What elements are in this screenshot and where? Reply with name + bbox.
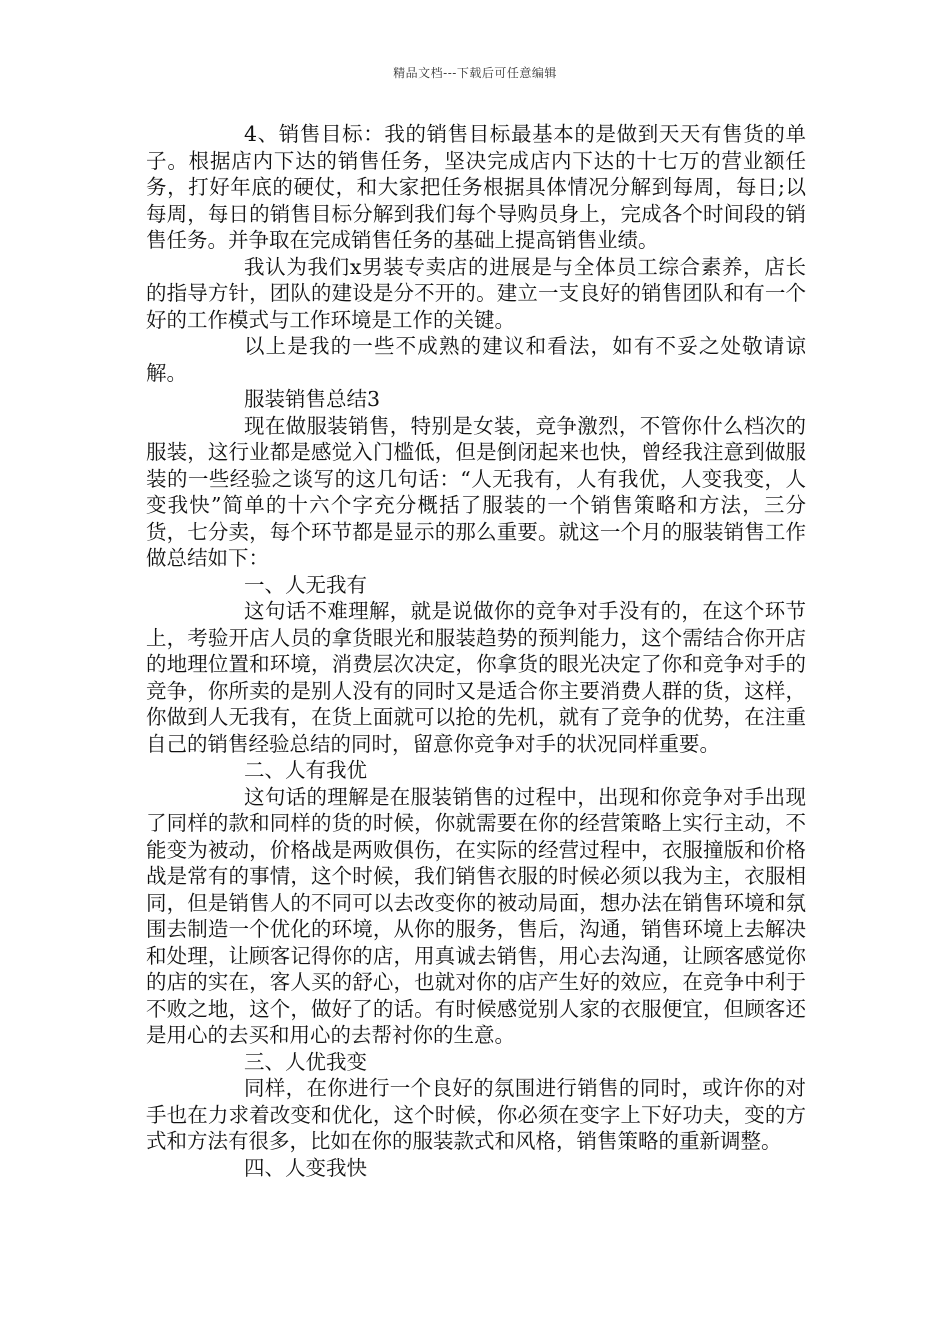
paragraph-intro: 现在做服装销售，特别是女装，竞争激烈，不管你什么档次的服装，这行业都是感觉入门槛低，但是倒闭起来也快，曾经我注意到做服装的一些经验之谈写的这几句话：“人无我有，人有我优，人变我变，人变我快”简单的十六个字充分概括了服装的一个销售策略和方法，三分货，七分卖，每个环节都是显示的那么重要。就这一个月的服装销售工作做总结如下： bbox=[146, 413, 806, 570]
paragraph-1: 这句话不难理解，就是说做你的竞争对手没有的，在这个环节上，考验开店人员的拿货眼光和服装趋势的预判能力，这个需结合你开店的地理位置和环境，消费层次决定，你拿货的眼光决定了你和竞争对手的竞争，你所卖的是别人没有的同时又是适合你主要消费人群的货，这样，你做到人无我有，在货上面就可以抢的先机，就有了竞争的优势，在注重自己的销售经验总结的同时，留意你竞争对手的状况同样重要。 bbox=[146, 599, 806, 756]
page-header: 精品文档---下载后可任意编辑 bbox=[393, 66, 557, 80]
heading-4: 四、人变我快 bbox=[244, 1155, 367, 1180]
heading-1: 一、人无我有 bbox=[244, 572, 367, 597]
heading-2: 二、人有我优 bbox=[244, 758, 367, 782]
paragraph-3: 同样，在你进行一个良好的氛围进行销售的同时，或许你的对手也在力求着改变和优化，这个时候，你必须在变字上下好功夫，变的方式和方法有很多，比如在你的服装款式和风格，销售策略的重新调整。 bbox=[146, 1076, 806, 1153]
paragraph-sales-target: 4、销售目标：我的销售目标最基本的是做到天天有售货的单子。根据店内下达的销售任务，坚决完成店内下达的十七万的营业额任务，打好年底的硬仗，和大家把任务根据具体情况分解到每周，每日;以每周，每日的销售目标分解到我们每个导购员身上，完成各个时间段的销售任务。并争取在完成销售任务的基础上提高销售业绩。 bbox=[146, 122, 806, 252]
paragraph-closing-remarks: 以上是我的一些不成熟的建议和看法，如有不妥之处敬请谅解。 bbox=[146, 334, 806, 385]
paragraph-2: 这句话的理解是在服装销售的过程中，出现和你竞争对手出现了同样的款和同样的货的时候，你就需要在你的经营策略上实行主动，不能变为被动，价格战是两败俱伤，在实际的经营过程中，衣服撞版和价格战是常有的事情，这个时候，我们销售衣服的时候必须以我为主，衣服相同，但是销售人的不同可以去改变你的被动局面，想办法在销售环境和氛围去制造一个优化的环境，从你的服务，售后，沟通，销售环境上去解决和处理，让顾客记得你的店，用真诚去销售，用心去沟通，让顾客感觉你的店的实在，客人买的舒心，也就对你的店产生好的效应，在竞争中利于不败之地，这个，做好了的话。有时候感觉别人家的衣服便宜，但顾客还是用心的去买和用心的去帮衬你的生意。 bbox=[146, 784, 806, 1047]
document-body bbox=[146, 121, 806, 1181]
heading-3: 三、人优我变 bbox=[244, 1049, 367, 1074]
section-title: 服装销售总结3 bbox=[244, 387, 381, 411]
paragraph-team-building: 我认为我们x男装专卖店的进展是与全体员工综合素养，店长的指导方针，团队的建设是分不开的。建立一支良好的销售团队和有一个好的工作模式与工作环境是工作的关键。 bbox=[146, 254, 806, 332]
